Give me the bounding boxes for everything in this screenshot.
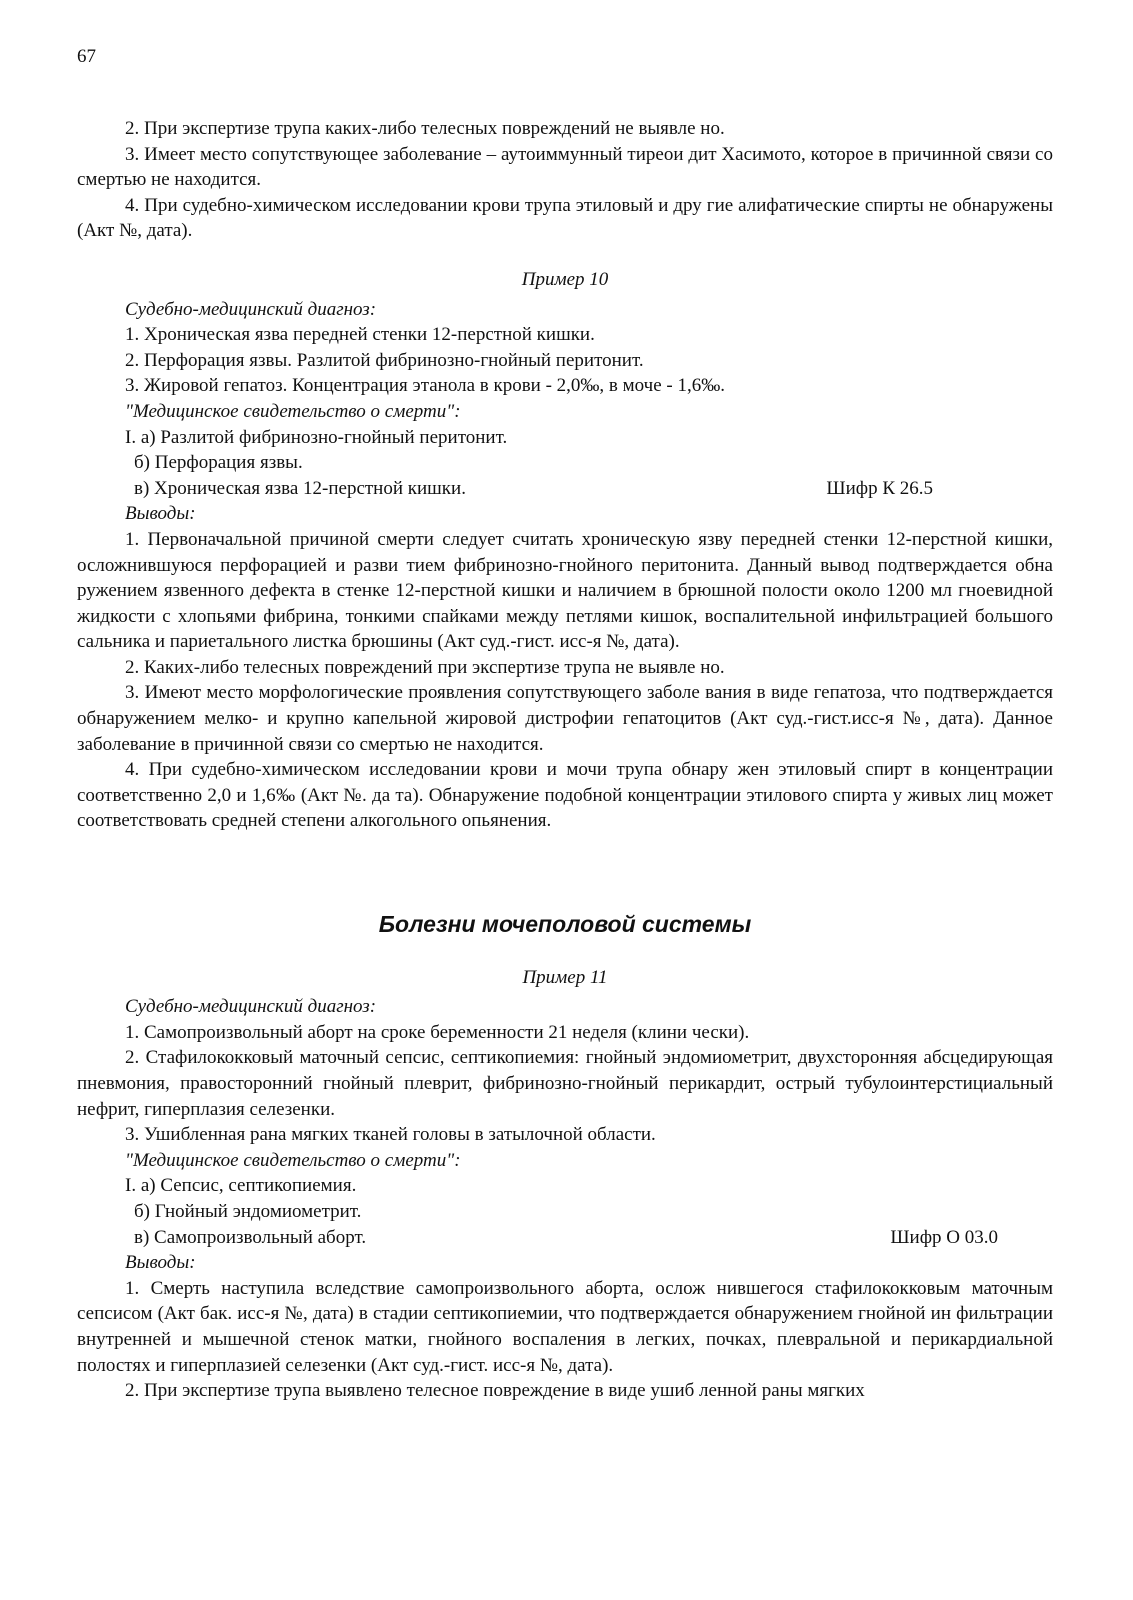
diagnosis-item: 3. Ушибленная рана мягких тканей головы в затылочной области. xyxy=(125,1124,656,1146)
certificate-line-b: б) Гнойный эндомиометрит. xyxy=(134,1200,362,1222)
certificate-line-a: I. а) Разлитой фибринозно-гнойный перитонит. xyxy=(125,426,508,448)
example-11-title: Пример 11 xyxy=(522,966,608,988)
conclusions-label: Выводы: xyxy=(125,503,196,525)
conclusion-paragraph: 4. При судебно-химическом исследовании крови трупа этиловый и дру гие алифатические спирты не обнаружены (Акт №, дата). xyxy=(77,194,1053,242)
diagnosis-item: 1. Хроническая язва передней стенки 12-перстной кишки. xyxy=(125,324,595,346)
certificate-line-a: I. а) Сепсис, септикопиемия. xyxy=(125,1175,357,1197)
certificate-line-c: в) Самопроизвольный аборт. xyxy=(134,1226,367,1248)
diagnosis-item: 2. Стафилококковый маточный сепсис, септикопиемия: гнойный эндомиометрит, двухсторонняя абсцедирующая пневмония, правосторонний гнойный плеврит, фибринозно-гнойный перикардит, острый тубулоинтерстициальный нефрит, гиперплазия селезенки. xyxy=(77,1047,1053,1120)
certificate-line-c-row xyxy=(77,1225,1053,1251)
conclusion-paragraph: 2. При экспертизе трупа каких-либо телесных повреждений не выявле но. xyxy=(125,118,725,139)
conclusion-paragraph: 3. Имеют место морфологические проявления сопутствующего заболе вания в виде гепатоза, что подтверждается обнаружением мелко- и крупно капельной жировой дистрофии гепатоцитов (Акт суд.-гист.исс-я №, дата). Данное заболевание в причинной связи со смертью не находится. xyxy=(77,682,1053,755)
conclusion-paragraph: 2. При экспертизе трупа выявлено телесное повреждение в виде ушиб ленной раны мягких xyxy=(125,1380,865,1402)
certificate-line-b: б) Перфорация язвы. xyxy=(134,452,303,474)
page-content xyxy=(77,116,1053,1404)
diagnosis-item: 1. Самопроизвольный аборт на сроке беременности 21 неделя (клини чески). xyxy=(125,1021,750,1043)
certificate-label: "Медицинское свидетельство о смерти": xyxy=(125,400,461,422)
page-number: 67 xyxy=(77,46,96,67)
certificate-line-c: в) Хроническая язва 12-перстной кишки. xyxy=(134,477,466,499)
section-heading: Болезни мочеполовой системы xyxy=(378,911,752,938)
icd-code: Шифр К 26.5 xyxy=(826,477,933,499)
conclusion-paragraph: 3. Имеет место сопутствующее заболевание – аутоиммунный тиреои дит Хасимото, которое в причинной связи со смертью не находится. xyxy=(77,143,1053,191)
conclusions-label: Выводы: xyxy=(125,1252,196,1274)
conclusion-paragraph: 1. Смерть наступила вследствие самопроизвольного аборта, ослож нившегося стафилококковым маточным сепсисом (Акт бак. исс-я №, дата) в стадии септикопиемии, что подтверждается обнаружением гнойной ин фильтрации внутренней и мышечной стенок матки, гнойного воспаления в легких, почках, плевральной и перикардиальной полостях и гиперплазией селезенки (Акт суд.-гист. исс-я №, дата). xyxy=(77,1277,1053,1376)
example-10-title: Пример 10 xyxy=(521,268,609,290)
diagnosis-label: Судебно-медицинский диагноз: xyxy=(125,996,377,1018)
diagnosis-item: 2. Перфорация язвы. Разлитой фибринозно-гнойный перитонит. xyxy=(125,349,644,371)
certificate-label: "Медицинское свидетельство о смерти": xyxy=(125,1149,461,1171)
icd-code: Шифр О 03.0 xyxy=(890,1226,998,1248)
diagnosis-item: 3. Жировой гепатоз. Концентрация этанола в крови - 2,0‰, в моче - 1,6‰. xyxy=(125,375,725,397)
conclusion-paragraph: 2. Каких-либо телесных повреждений при экспертизе трупа не выявле но. xyxy=(125,656,725,678)
diagnosis-label: Судебно-медицинский диагноз: xyxy=(125,298,377,320)
conclusion-paragraph: 1. Первоначальной причиной смерти следует считать хроническую язву передней стенки 12-перстной кишки, осложнившуюся перфорацией и разви тием фибринозно-гнойного перитонита. Данный вывод подтверждается обна ружением язвенного дефекта в стенке 12-перстной кишки и наличием в брюшной полости около 1200 мл гноевидной жидкости с хлопьями фибрина, тонкими спайками между петлями кишок, воспалительной инфильтрацией большого сальника и париетального листка брюшины (Акт суд.-гист. исс-я №, дата). xyxy=(77,528,1053,653)
conclusion-paragraph: 4. При судебно-химическом исследовании крови и мочи трупа обнару жен этиловый спирт в концентрации соответственно 2,0 и 1,6‰ (Акт №. да та). Обнаружение подобной концентрации этилового спирта у живых лиц может соответствовать средней степени алкогольного опьянения. xyxy=(77,759,1053,832)
certificate-line-c-row xyxy=(77,476,1053,502)
